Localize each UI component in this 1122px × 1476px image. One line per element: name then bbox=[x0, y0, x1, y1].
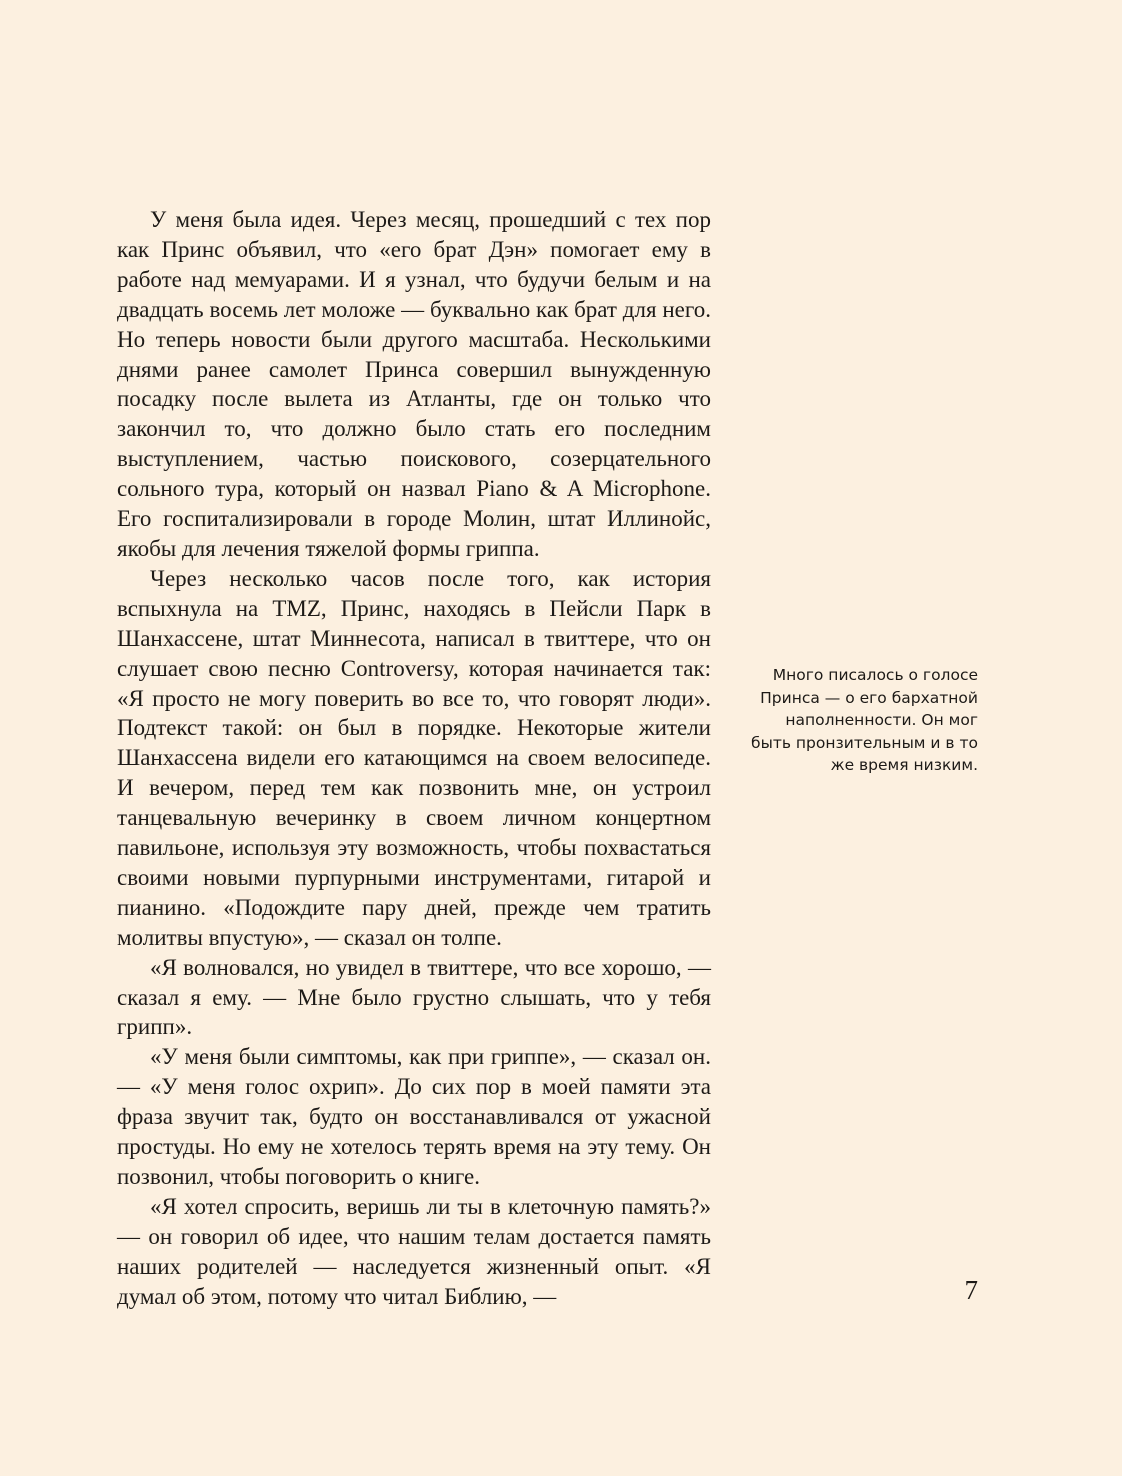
paragraph: Через несколько часов после того, как история вспыхнула на TMZ, Принс, находясь в Пейсли Парк в Шанхассене, штат Миннесота, написал в твиттере, что он слушает свою песню Controversy, которая начинается так: «Я просто не могу поверить во все то, что говорят люди». Подтекст такой: он был в порядке. Некоторые жители Шанхассена видели его катающимся на своем велосипеде. И вечером, перед тем как позвонить мне, он устроил танцевальную вечеринку в своем личном концертном павильоне, используя эту возможность, чтобы похвастаться своими новыми пурпурными инструментами, гитарой и пианино. «Подождите пару дней, прежде чем тратить молитвы впустую», — сказал он толпе. bbox=[117, 565, 711, 950]
main-text-column bbox=[117, 205, 711, 1312]
paragraph: «У меня были симптомы, как при гриппе», — сказал он. — «У меня голос охрип». До сих пор в моей памяти эта фраза звучит так, будто он восстанавливался от ужасной простуды. Но ему не хотелось терять время на эту тему. Он позвонил, чтобы поговорить о книге. bbox=[117, 1044, 711, 1189]
margin-note: Много писалось о голосе Принса — о его бархатной наполненности. Он мог быть пронзительным и в то же время низким. bbox=[751, 666, 978, 774]
paragraph: У меня была идея. Через месяц, прошедший с тех пор как Принс объявил, что «его брат Дэн» помогает ему в работе над мемуарами. И я узнал, что будучи белым и на двадцать восемь лет моложе — буквально как брат для него. Но теперь новости были другого масштаба. Несколькими днями ранее самолет Принса совершил вынужденную посадку после вылета из Атланты, где он только что закончил то, что должно было стать его последним выступлением, частью поискового, созерцательного сольного тура, который он назвал Piano & A Microphone. Его госпитализировали в городе Молин, штат Иллинойс, якобы для лечения тяжелой формы гриппа. bbox=[117, 207, 711, 561]
paragraph: «Я волновался, но увидел в твиттере, что все хорошо, — сказал я ему. — Мне было грустно слышать, что у тебя грипп». bbox=[117, 954, 711, 1040]
page-number: 7 bbox=[964, 1275, 978, 1305]
paragraph: «Я хотел спросить, веришь ли ты в клеточную память?» — он говорил об идее, что нашим телам достается память наших родителей — наследуется жизненный опыт. «Я думал об этом, потому что читал Библию, — bbox=[117, 1193, 711, 1309]
